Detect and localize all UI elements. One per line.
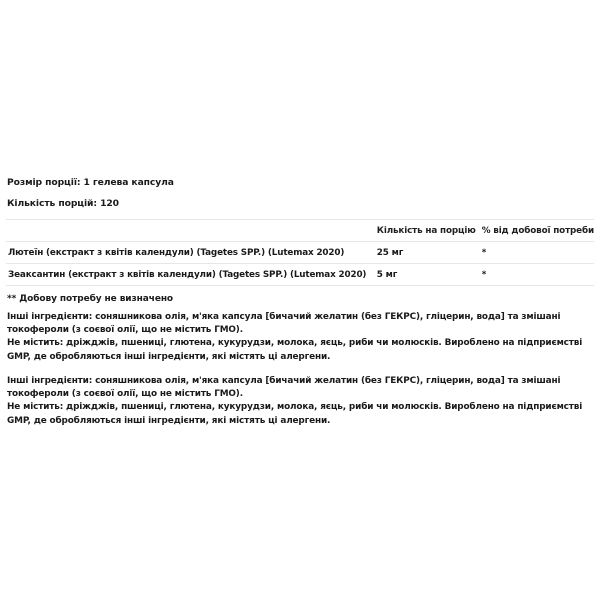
header-ingredient (6, 220, 377, 242)
ingredient-name (6, 242, 377, 264)
ingredient-name (6, 264, 377, 286)
daily-value-footnote: ** Добову потребу не визначено (7, 294, 174, 304)
ingredient-amount: 5 мг (376, 269, 398, 280)
ingredient-daily-value: * (481, 247, 487, 258)
table-row (6, 264, 594, 286)
ingredient-amount: 25 мг (376, 247, 404, 258)
ingredient-name-text: Зеаксантин (екстракт з квітів календули) (Tagetes SPP.) (Lutemax 2020) (8, 269, 367, 280)
ingredients-block (7, 375, 595, 428)
other-ingredients-text: Інші інгредієнти: соняшникова олія, м'яка капсула [бичачий желатин (без ГЕКРС), гліцерин, вода] та змішані токофероли (з соєвої олії, що не містить ГМО). (7, 312, 561, 336)
allergen-statement-text: Не містить: дріжджів, пшениці, глютена, кукурудзи, молока, яєць, риби чи молюсків. Вироблено на підприємстві GMP, де обробляються інші інгредієнти, які містять ці алергени. (7, 338, 583, 362)
ingredient-name-text: Лютеїн (екстракт з квітів календули) (Tagetes SPP.) (Lutemax 2020) (8, 247, 345, 258)
table-header-row (6, 220, 594, 242)
allergen-statement-text: Не містить: дріжджів, пшениці, глютена, кукурудзи, молока, яєць, риби чи молюсків. Вироблено на підприємстві GMP, де обробляються інші інгредієнти, які містять ці алергени. (7, 402, 583, 426)
ingredients-block (7, 311, 595, 364)
table-row (6, 242, 594, 264)
serving-size-label: Розмір порції: 1 гелева капсула (7, 177, 174, 188)
ingredient-daily-value: * (481, 269, 487, 280)
servings-count-label: Кількість порцій: 120 (7, 198, 119, 209)
header-daily-value: % від добової потреби (481, 225, 594, 236)
header-amount-per-serving: Кількість на порцію (376, 225, 476, 236)
supplement-facts-table (6, 219, 594, 286)
other-ingredients-text: Інші інгредієнти: соняшникова олія, м'яка капсула [бичачий желатин (без ГЕКРС), гліцерин, вода] та змішані токофероли (з соєвої олії, що не містить ГМО). (7, 376, 561, 400)
